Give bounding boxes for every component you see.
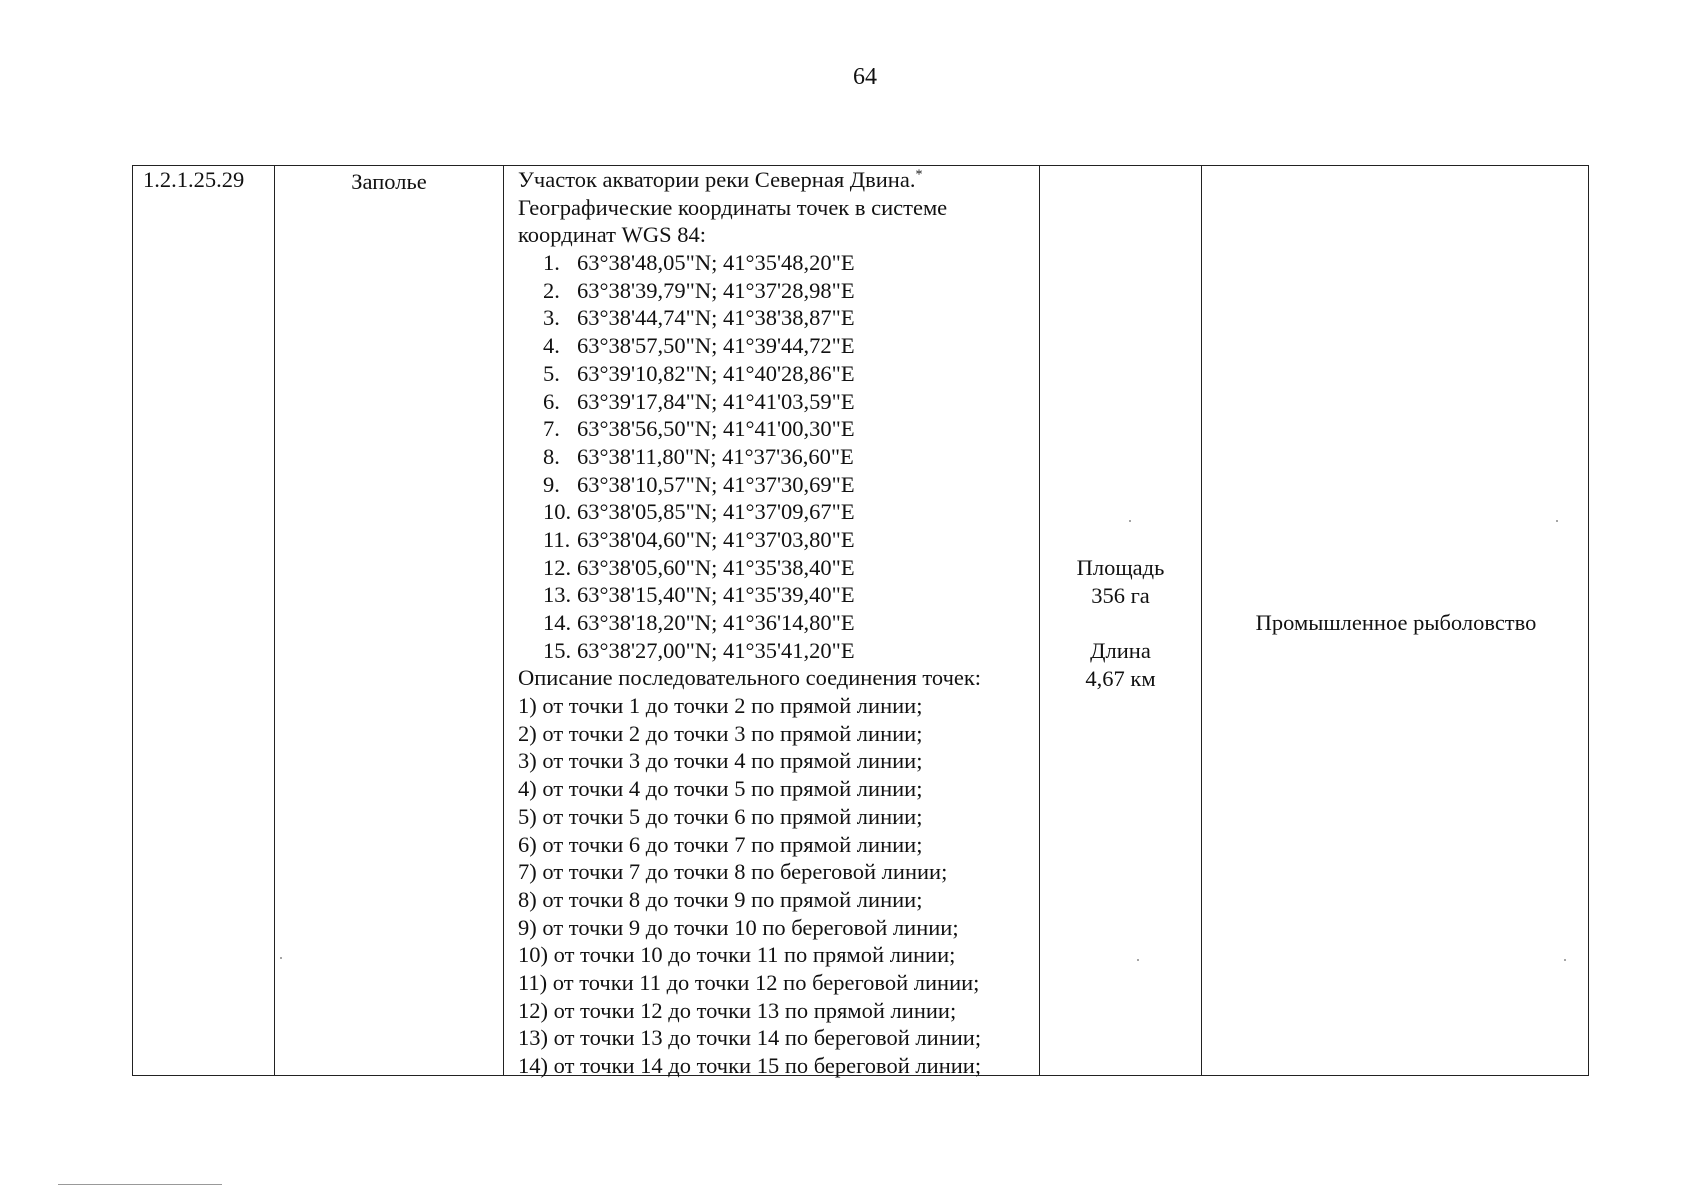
coordinate-point xyxy=(518,526,1033,554)
coordinate-point xyxy=(518,277,1033,305)
point-number: 13. xyxy=(543,582,572,608)
point-coordinates: 63°38'10,57"N; 41°37'30,69"E xyxy=(577,471,855,497)
point-coordinates: 63°38'04,60"N; 41°37'03,80"E xyxy=(577,526,855,552)
size-spacer xyxy=(1040,609,1201,637)
point-number: 1. xyxy=(543,250,560,276)
point-number: 2. xyxy=(543,277,560,303)
point-number: 15. xyxy=(543,637,572,663)
area-name: Заполье xyxy=(351,169,427,194)
scan-speck xyxy=(1564,959,1566,961)
area-size xyxy=(1040,554,1201,693)
area-label: Площадь xyxy=(1076,555,1165,580)
point-coordinates: 63°38'56,50"N; 41°41'00,30"E xyxy=(577,416,855,442)
point-coordinates: 63°38'05,60"N; 41°35'38,40"E xyxy=(577,554,855,580)
connection-step: 12) от точки 12 до точки 13 по прямой линии; xyxy=(518,997,957,1023)
connection-step: 1) от точки 1 до точки 2 по прямой линии; xyxy=(518,693,923,719)
coordinate-points-list xyxy=(518,249,1033,664)
point-coordinates: 63°39'10,82"N; 41°40'28,86"E xyxy=(577,360,855,386)
area-value: 356 га xyxy=(1091,582,1150,608)
usage-type: Промышленное рыболовство xyxy=(1255,610,1537,635)
connection-step: 5) от точки 5 до точки 6 по прямой линии; xyxy=(518,803,923,829)
coordinate-point xyxy=(518,581,1033,609)
coordinate-point xyxy=(518,332,1033,360)
point-number: 9. xyxy=(543,471,560,497)
point-coordinates: 63°38'48,05"N; 41°35'48,20"E xyxy=(577,250,855,276)
point-coordinates: 63°38'18,20"N; 41°36'14,80"E xyxy=(577,610,855,635)
code-cell xyxy=(133,166,275,1075)
point-coordinates: 63°38'15,40"N; 41°35'39,40"E xyxy=(577,582,855,608)
area-code: 1.2.1.25.29 xyxy=(143,167,245,192)
scan-speck xyxy=(1129,520,1131,522)
point-coordinates: 63°38'44,74"N; 41°38'38,87"E xyxy=(577,305,855,331)
intro-line-1: Географические координаты точек в системе xyxy=(518,194,948,220)
description-title: Участок акватории реки Северная Двина. xyxy=(518,167,916,192)
point-coordinates: 63°38'11,80"N; 41°37'36,60"E xyxy=(577,443,854,469)
coordinate-point xyxy=(518,360,1033,388)
connection-step: 10) от точки 10 до точки 11 по прямой линии; xyxy=(518,942,956,968)
connection-step: 2) от точки 2 до точки 3 по прямой линии; xyxy=(518,720,923,746)
size-cell xyxy=(1040,166,1202,1075)
connection-title: Описание последовательного соединения точек: xyxy=(518,665,982,691)
point-number: 12. xyxy=(543,554,572,580)
coordinate-point xyxy=(518,554,1033,582)
point-number: 8. xyxy=(543,443,560,469)
point-number: 7. xyxy=(543,416,560,442)
point-coordinates: 63°38'27,00"N; 41°35'41,20"E xyxy=(577,637,855,663)
point-number: 11. xyxy=(543,526,571,552)
connection-step: 14) от точки 14 до точки 15 по береговой линии; xyxy=(518,1053,982,1078)
point-coordinates: 63°38'57,50"N; 41°39'44,72"E xyxy=(577,333,855,359)
connection-list xyxy=(518,692,1033,1080)
coordinate-point xyxy=(518,249,1033,277)
name-cell xyxy=(275,166,504,1075)
connection-step: 4) от точки 4 до точки 5 по прямой линии; xyxy=(518,776,923,802)
coordinate-point xyxy=(518,498,1033,526)
coordinate-point xyxy=(518,637,1033,665)
point-coordinates: 63°38'05,85"N; 41°37'09,67"E xyxy=(577,499,855,525)
coordinate-point xyxy=(518,304,1033,332)
coordinate-point xyxy=(518,443,1033,471)
fishing-area-table xyxy=(132,165,1589,1076)
point-number: 14. xyxy=(543,610,572,635)
connection-step: 8) от точки 8 до точки 9 по прямой линии; xyxy=(518,886,923,912)
point-coordinates: 63°38'39,79"N; 41°37'28,98"E xyxy=(577,277,855,303)
connection-step: 7) от точки 7 до точки 8 по береговой линии; xyxy=(518,859,948,885)
point-number: 6. xyxy=(543,388,560,414)
connection-step: 3) от точки 3 до точки 4 по прямой линии; xyxy=(518,748,923,774)
coordinate-point xyxy=(518,471,1033,499)
point-coordinates: 63°39'17,84"N; 41°41'03,59"E xyxy=(577,388,855,414)
coordinate-point xyxy=(518,388,1033,416)
footnote-separator xyxy=(58,1184,222,1185)
description-title-line xyxy=(518,166,1033,194)
point-number: 4. xyxy=(543,333,560,359)
description-cell xyxy=(504,166,1040,1078)
coordinate-point xyxy=(518,415,1033,443)
scan-speck xyxy=(1137,959,1139,961)
coordinate-point xyxy=(518,609,1033,637)
connection-step: 9) от точки 9 до точки 10 по береговой линии; xyxy=(518,914,959,940)
connection-step: 11) от точки 11 до точки 12 по береговой линии; xyxy=(518,969,980,995)
area-description xyxy=(518,166,1033,1080)
footnote-mark: * xyxy=(915,167,923,183)
connection-step: 6) от точки 6 до точки 7 по прямой линии; xyxy=(518,831,923,857)
usage-cell xyxy=(1202,166,1590,1075)
length-value: 4,67 км xyxy=(1085,665,1156,691)
point-number: 3. xyxy=(543,305,560,331)
scan-speck xyxy=(280,957,282,959)
length-label: Длина xyxy=(1090,638,1151,664)
connection-step: 13) от точки 13 до точки 14 по береговой линии; xyxy=(518,1025,982,1051)
page-number: 64 xyxy=(853,64,877,90)
point-number: 5. xyxy=(543,360,560,386)
scan-speck xyxy=(1556,520,1558,522)
point-number: 10. xyxy=(543,499,572,525)
intro-line-2: координат WGS 84: xyxy=(518,222,707,248)
